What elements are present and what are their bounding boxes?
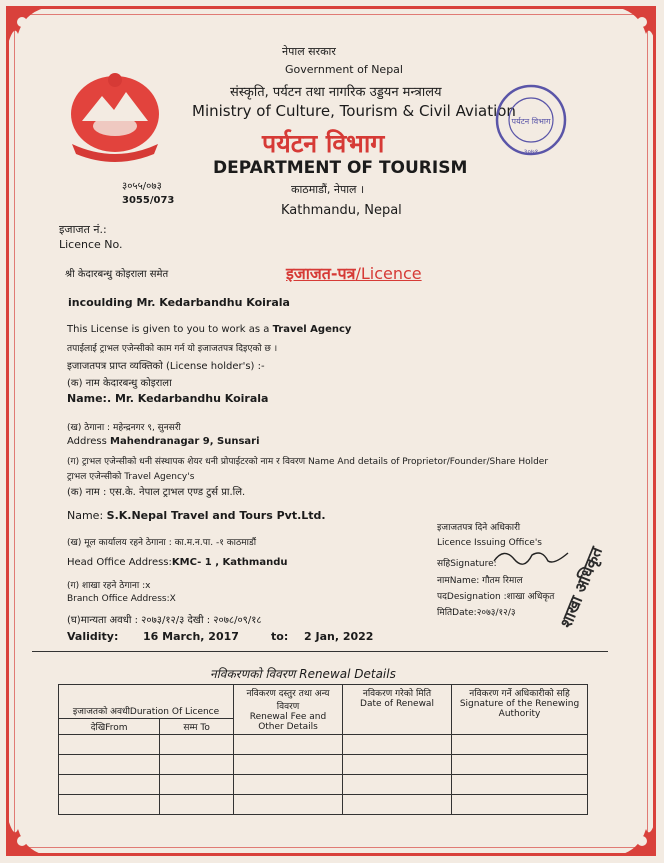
dept-np: पर्यटन विभाग xyxy=(262,129,385,158)
city-np: काठमाडौं, नेपाल । xyxy=(291,183,365,196)
body-line3: इजाजतपत्र प्राप्त व्यक्तिको (License holder's) :- xyxy=(67,361,265,372)
validity-from: 16 March, 2017 xyxy=(143,630,239,643)
gov-en: Government of Nepal xyxy=(285,63,403,76)
col-date: नविकरण गरेको मिति Date of Renewal xyxy=(343,685,452,735)
ministry-en: Ministry of Culture, Tourism & Civil Aviation xyxy=(192,102,516,120)
officer-designation: पदDesignation :शाखा अधिकृत xyxy=(437,592,555,602)
seal-text: पर्यटन विभाग xyxy=(511,117,551,126)
col-from: देखिFrom xyxy=(59,719,160,735)
licence-label-np: इजाजत नं.: xyxy=(59,223,107,236)
validity-np: (घ)मान्यता अवधी : २०७३/१२/३ देखी : २०७८/०९/१८ xyxy=(67,615,262,626)
officer-signature: सहिSignature: xyxy=(437,559,497,569)
agency-en: Name: S.K.Nepal Travel and Tours Pvt.Ltd. xyxy=(67,509,326,522)
address-np: (ख) ठेगाना : महेन्द्रनगर ९, सुनसरी xyxy=(67,423,181,433)
ministry-np: संस्कृति, पर्यटन तथा नागरिक उड्डयन मन्त्रालय xyxy=(230,85,442,100)
corner-ornament-icon xyxy=(600,4,660,64)
table-row xyxy=(59,735,588,755)
col-signature: नविकरण गर्ने अधिकारीको सहि Signature of the Renewing Authority xyxy=(452,685,588,735)
branch-np: (ग) शाखा रहने ठेगाना :x xyxy=(67,581,151,591)
agency-np: (क) नाम : एस.के. नेपाल ट्राभल एण्ड टुर्स प्रा.लि. xyxy=(67,487,246,498)
proprietor-np: (ग) ट्राभल एजेन्सीको धनी संस्थापक शेयर धनी प्रोपाईटरको नाम र विवरण Name And details of Proprietor/Founder/Share Holder xyxy=(67,457,549,467)
table-row xyxy=(59,795,588,815)
signature-icon xyxy=(492,545,572,567)
licence-title: इजाजत-पत्र/Licence xyxy=(286,264,422,283)
department-seal-icon xyxy=(493,82,569,158)
officer-name: नामName: गौतम रिमाल xyxy=(437,576,523,586)
body-line2: तपाईलाई ट्राभल एजेन्सीको काम गर्न यो इजाजतपत्र दिइएको छ । xyxy=(67,344,278,354)
gov-np: नेपाल सरकार xyxy=(282,45,336,58)
name-np: (क) नाम केदारबन्धु कोइराला xyxy=(67,378,172,389)
dept-en: DEPARTMENT OF TOURISM xyxy=(213,158,468,178)
table-row xyxy=(59,775,588,795)
corner-ornament-icon xyxy=(600,799,660,859)
city-en: Kathmandu, Nepal xyxy=(281,203,402,218)
officer-date: मितिDate:२०७३/१२/३ xyxy=(437,608,516,618)
address-en: Address Mahendranagar 9, Sunsari xyxy=(67,436,260,447)
corner-ornament-icon xyxy=(4,799,64,859)
renewal-divider xyxy=(32,651,608,652)
corner-ornament-icon xyxy=(4,4,64,64)
validity-to: 2 Jan, 2022 xyxy=(304,630,374,643)
col-to: सम्म To xyxy=(160,719,234,735)
office-np: (ख) मूल कार्यालय रहने ठेगाना : का.म.न.पा. -१ काठमाडौं xyxy=(67,538,257,548)
licence-label-en: Licence No. xyxy=(59,238,123,251)
renewal-title: नविकरणको विवरण Renewal Details xyxy=(210,667,396,681)
validity-to-label: to: xyxy=(271,630,289,643)
validity-label: Validity: xyxy=(67,630,119,643)
col-duration: इजाजतको अवधीDuration Of Licence xyxy=(59,685,234,719)
body-line1: This License is given to you to work as a Travel Agency xyxy=(67,324,352,335)
col-fee: नविकरण दस्तुर तथा अन्य विवरण Renewal Fee and Other Details xyxy=(234,685,343,735)
holder-shri: श्री केदारबन्धु कोइराला समेत xyxy=(65,269,169,280)
officer-stamp: शाखा अधिकृत xyxy=(556,544,607,631)
licence-num-np: ३०५५/०७३ xyxy=(122,181,162,192)
table-row xyxy=(59,755,588,775)
name-en: Name:. Mr. Kedarbandhu Koirala xyxy=(67,392,269,405)
officer-title-en: Licence Issuing Office's xyxy=(437,538,542,548)
office-en: Head Office Address:KMC- 1 , Kathmandu xyxy=(67,557,288,568)
branch-en: Branch Office Address:X xyxy=(67,594,176,604)
licence-num-en: 3055/073 xyxy=(122,195,175,206)
officer-title-np: इजाजतपत्र दिने अधिकारी xyxy=(437,523,521,533)
renewal-table xyxy=(58,684,588,815)
proprietor-np2: ट्राभल एजेन्सीको Travel Agency's xyxy=(67,472,195,482)
holder-including: incoulding Mr. Kedarbandhu Koirala xyxy=(68,296,290,309)
nepal-emblem-icon xyxy=(62,66,168,166)
seal-num: ३०७१ xyxy=(523,148,539,156)
